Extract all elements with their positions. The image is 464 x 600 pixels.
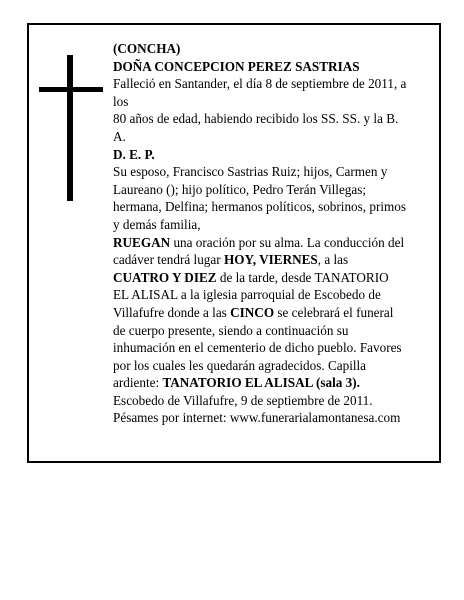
place-date: Escobedo de Villafufre, 9 de septiembre de 2011. [113, 392, 373, 408]
death-info-line: 80 años de edad, habiendo recibido los SS. SS. y la B. [113, 111, 399, 127]
funeral-text: una oración por su alma. La conducción del [170, 234, 405, 250]
obituary-notice-frame [27, 23, 441, 463]
request-prayer: RUEGAN [113, 234, 171, 250]
funeral-day: HOY, VIERNES [223, 252, 318, 268]
family-line: Su esposo, Francisco Sastrias Ruiz; hijos, Carmen y [113, 164, 388, 180]
funeral-text: se celebrará el funeral [274, 304, 394, 320]
deceased-name: DOÑA CONCEPCION PEREZ SASTRIAS [113, 58, 360, 74]
funeral-text: Villafufre donde a las [113, 304, 231, 320]
funeral-info-line [113, 234, 431, 252]
funeral-service-time: CINCO [230, 304, 275, 320]
funeral-info-line [113, 269, 431, 287]
funeral-info-line [113, 251, 431, 269]
funeral-info-line: de cuerpo presente, siendo a continuación su [113, 322, 349, 338]
death-info-line: los [113, 93, 129, 109]
funeral-text: , a las [317, 252, 349, 268]
rest-in-peace: D. E. P. [113, 146, 155, 162]
funeral-text: ardiente: [113, 375, 163, 391]
cross-vertical-bar [67, 55, 73, 201]
latin-cross-icon [39, 55, 103, 201]
funeral-text: de la tarde, desde TANATORIO [216, 269, 389, 285]
death-info-line: A. [113, 128, 126, 144]
condolences-line: Pésames por internet: www.funerarialamontanesa.com [113, 410, 401, 426]
funeral-text: cadáver tendrá lugar [113, 252, 224, 268]
funeral-info-line [113, 374, 431, 392]
funeral-info-line [113, 304, 431, 322]
family-line: hermana, Delfina; hermanos políticos, sobrinos, primos [113, 199, 406, 215]
family-line: y demás familia, [113, 216, 201, 232]
funeral-chapel: TANATORIO EL ALISAL (sala 3). [162, 375, 360, 391]
funeral-info-line: inhumación en el cementerio de dicho pueblo. Favores [113, 340, 402, 356]
obituary-text [113, 40, 431, 427]
funeral-info-line: por los cuales les quedarán agradecidos. Capilla [113, 357, 367, 373]
family-line: Laureano (); hijo político, Pedro Terán Villegas; [113, 181, 367, 197]
death-info-line: Falleció en Santander, el día 8 de septiembre de 2011, a [113, 76, 407, 92]
cross-horizontal-bar [39, 87, 103, 92]
funeral-info-line: EL ALISAL a la iglesia parroquial de Escobedo de [113, 287, 381, 303]
deceased-nickname: (CONCHA) [113, 41, 181, 56]
funeral-time: CUATRO Y DIEZ [113, 269, 217, 285]
